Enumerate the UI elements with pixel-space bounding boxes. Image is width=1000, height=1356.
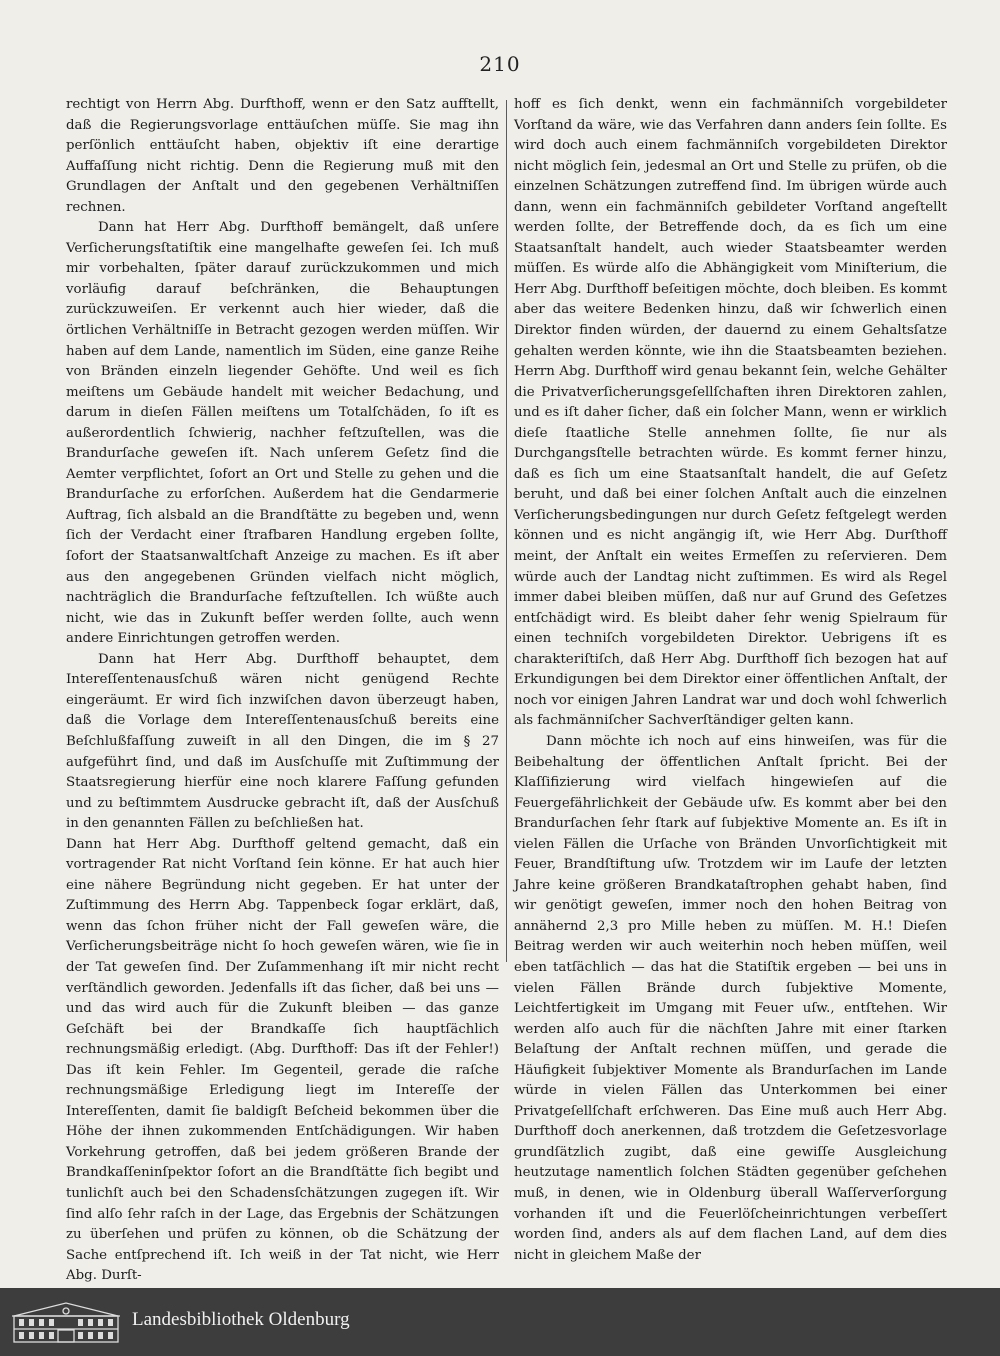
paragraph: hoff es ſich denkt, wenn ein fachmänniſch vorgebildeter Vorſtand da wäre, wie das Verfahren dann anders ſein ſollte. Es wird doch auch einem fachmänniſch vorgebildeten Direktor nicht möglich ſein, jedesmal an Ort und Stelle zu prüfen, ob die einzelnen Schätzungen zutreffend ſind. Im übrigen würde auch dann, wenn ein fachmänniſch gebildeter Vorſtand angeſtellt werden ſollte, der Betreffende doch, da es ſich um eine Staatsanſtalt handelt, auch wieder Staatsbeamter werden müſſen. Es würde alſo die Abhängigkeit vom Miniſterium, die Herr Abg. Durfthoff beſeitigen möchte, doch bleiben. Es kommt aber das weitere Bedenken hinzu, daß wir ſchwerlich einen Direktor finden würden, der dauernd zu einem Gehaltsſatze gehalten werden könnte, wie ihn die Staatsbeamten beziehen. Herrn Abg. Durfthoff wird genau bekannt ſein, welche Gehälter die Privatverſicherungsgeſellſchaften ihren Direktoren zahlen, und es iſt daher ſicher, daß ein ſolcher Mann, wenn er wirklich dieſe ſtaatliche Stelle annehmen ſollte, ſie nur als Durchgangsſtelle betrachten würde. Es kommt ferner hinzu, daß es ſich um eine Staatsanſtalt handelt, die auf Geſetz beruht, und daß bei einer ſolchen Anſtalt auch die einzelnen Verſicherungsbedingungen nur durch Geſetz feſtgelegt werden können und es nicht angängig iſt, wie Herr Abg. Durſthoff meint, der Anſtalt ein weites Ermeſſen zu reſervieren. Dem würde auch der Landtag nicht zuſtimmen. Es wird als Regel immer dabei bleiben müſſen, daß nur auf Grund des Geſetzes entſchädigt wird. Es bleibt daher ſehr wenig Spielraum für einen techniſch vorgebildeten Direktor. Uebrigens iſt es charakteriſtiſch, daß Herr Abg. Durfthoff ſich bezogen hat auf Erkundigungen bei dem Direktor einer öffentlichen Anſtalt, der noch vor einigen Jahren Landrat war und doch wohl ſchwerlich als fachmänniſcher Sachverſtändiger gelten kann. [514,97,947,729]
paragraph: Dann möchte ich noch auf eins hinweiſen, was für die Beibehaltung der öffentlichen Anſtalt ſpricht. Bei der Klaſſifizierung wird vielfach hingewieſen auf die Feuergefährlichkeit der Gebäude uſw. Es kommt aber bei den Brandurſachen ſehr ſtark auf ſubjektive Momente an. Es iſt in vielen Fällen die Urſache von Bränden Unvorſichtigkeit mit Feuer, Brandſtiftung uſw. Trotzdem wir im Laufe der letzten Jahre keine größeren Brandkataſtrophen gehabt haben, ſind wir genötigt geweſen, immer noch den hohen Beitrag von annähernd 2,3 pro Mille heben zu müſſen. M. H.! Dieſen Beitrag werden wir auch weiterhin noch heben müſſen, weil eben tatſächlich — das hat die Statiſtik ergeben — bei uns in vielen Fällen Brände durch ſubjektive Momente, Leichtfertigkeit im Umgang mit Feuer uſw., entſtehen. Wir werden alſo auch für die nächſten Jahre mit einer ſtarken Belaſtung der Anſtalt rechnen müſſen, und gerade die Häufigkeit ſubjektiver Momente als Brandurſachen im Lande würde in vielen Fällen das Unterkommen bei einer Privatgeſellſchaft erſchweren. Das Eine muß auch Herr Abg. Durfthoff doch anerkennen, daß trotzdem die Geſetzesvorlage grundſätzlich zugibt, daß eine gewiſſe Ausgleichung heutzutage namentlich ſolchen Städten gegenüber geſchehen muß, in denen, wie in Oldenburg überall Waſſerverſorgung vorhanden iſt und die Feuerlöſcheinrichtungen verbeſſert worden ſind, anders als auf dem flachen Land, auf dem dies nicht in gleichem Maße der [514,733,947,1263]
paragraph: Dann hat Herr Abg. Durfthoff bemängelt, daß unſere Verſicherungsſtatiſtik eine mangelhafte geweſen ſei. Ich muß mir vorbehalten, ſpäter darauf zurückzukommen und mich vorläufig darauf beſchränken, die Behauptungen zurückzuweiſen. Er verkennt auch hier wieder, daß die örtlichen Verhältniſſe in Betracht gezogen werden müſſen. Wir haben auf dem Lande, namentlich im Süden, eine ganze Reihe von Bränden einzeln liegender Gehöfte. Und weil es ſich meiſtens um Gebäude handelt mit weicher Bedachung, und darum in dieſen Fällen meiſtens um Totalſchäden, ſo iſt es außerordentlich ſchwierig, nachher feſtzuſtellen, was die Brandurſache geweſen iſt. Nach unſerem Geſetz ſind die Aemter verpflichtet, ſofort an Ort und Stelle zu gehen und die Brandurſache zu erforſchen. Außerdem hat die Gendarmerie Auftrag, ſich alsbald an die Brandſtätte zu begeben und, wenn ſich der Verdacht einer ſtrafbaren Handlung ergeben ſollte, ſofort der Staatsanwaltſchaft Anzeige zu machen. Es iſt aber aus den angegebenen Gründen vielfach nicht möglich, nachträglich die Brandurſache feſtzuſtellen. Ich wüßte auch nicht, wie das in Zukunft beſſer werden ſollte, auch wenn andere Einrichtungen getroffen werden. [66,220,499,647]
library-building-icon [10,1300,122,1344]
library-name: Landesbibliothek Oldenburg [132,1309,350,1330]
paragraph: rechtigt von Herrn Abg. Durfthoff, wenn er den Satz aufftellt, daß die Regierungsvorlage enttäuſchen müſſe. Sie mag ihn perſönlich enttäuſcht haben, objektiv iſt eine derartige Auffaſſung nicht richtig. Denn die Regierung muß mit den Grundlagen der Anſtalt und den gegebenen Verhältniſſen rechnen. [66,97,499,215]
paragraph: Dann hat Herr Abg. Durfthoff behauptet, dem Intereſſentenausſchuß wären nicht genügend Rechte eingeräumt. Er wird ſich inzwiſchen davon überzeugt haben, daß die Vorlage dem Intereſſentenausſchuß bereits eine Beſchlußfaſſung zuweiſt in all den Dingen, die im § 27 aufgeführt ſind, und daß im Ausſchuſſe mit Zuſtimmung der Staatsregierung hierfür eine noch klarere Faſſung gefunden und zu beſtimmtem Ausdrucke gebracht iſt, daß der Ausſchuß in den genannten Fällen zu beſchließen hat. [66,651,499,832]
right-column [514,95,947,1266]
paragraph: Dann hat Herr Abg. Durfthoff geltend gemacht, daß ein vortragender Rat nicht Vorſtand ſein könne. Er hat auch hier eine nähere Begründung nicht gegeben. Er hat unter der Zuſtimmung des Herrn Abg. Tappenbeck ſogar erklärt, daß, wenn das ſchon früher nicht der Fall geweſen wäre, die Verſicherungsbeiträge nicht ſo hoch geweſen wären, wie ſie in der Tat geweſen ſind. Der Zuſammenhang iſt mir nicht recht verſtändlich geworden. Jedenfalls iſt das ſicher, daß bei uns — und das wird auch für die Zukunft bleiben — das ganze Geſchäft bei der Brandkaſſe ſich hauptſächlich rechnungsmäßig erledigt. (Abg. Durfthoff: Das iſt der Fehler!) Das iſt kein Fehler. Im Gegenteil, gerade die raſche rechnungsmäßige Erledigung liegt im Intereſſe der Intereſſenten, damit ſie baldigſt Beſcheid bekommen über die Höhe der ihnen zukommenden Entſchädigungen. Wir haben Vorkehrung getroffen, daß bei jedem größeren Brande der Brandkaſſeninſpektor ſofort an die Brandſtätte ſich begibt und tunlichſt auch bei den Schadensſchätzungen zugegen iſt. Wir ſind alſo ſehr raſch in der Lage, das Ergebnis der Schätzungen zu überſehen und prüfen zu können, ob die Schätzung der Sache entſprechend iſt. Ich weiß in der Tat nicht, wie Herr Abg. Durſt- [66,836,499,1284]
column-divider [506,100,507,962]
page-number: 210 [479,52,521,76]
library-footer-bar [0,1288,1000,1356]
left-column [66,95,499,1287]
